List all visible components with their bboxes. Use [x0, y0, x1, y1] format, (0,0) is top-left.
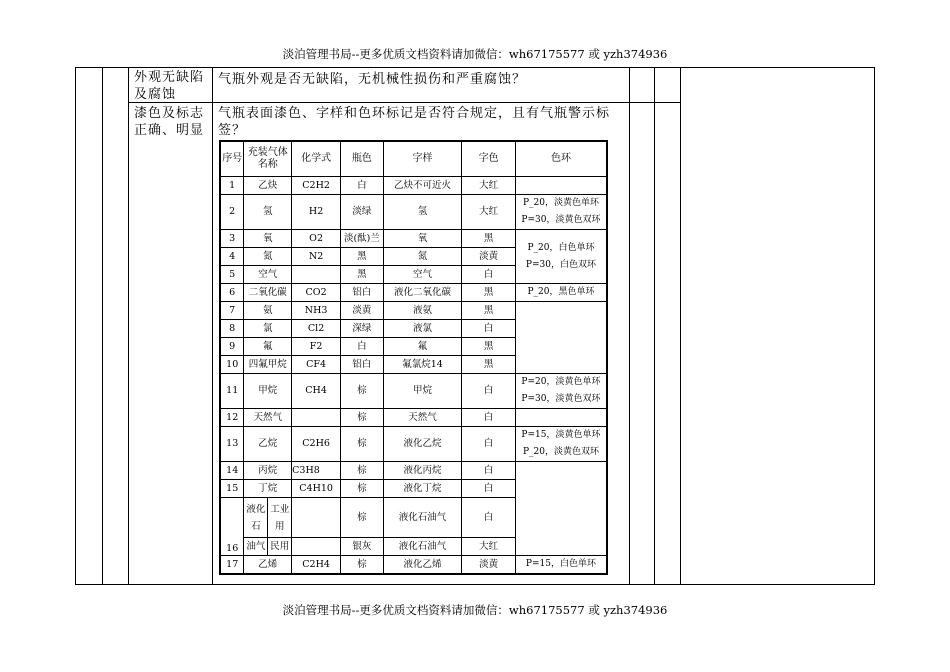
column-divider [102, 68, 103, 584]
cell-ring [515, 374, 607, 409]
cell-formula: NH3 [292, 302, 341, 320]
cell-bottle-color: 棕 [341, 427, 384, 462]
cell-name: 乙烯 [244, 556, 292, 575]
cell-no: 13 [220, 427, 244, 462]
cell-name: 氮 [244, 248, 292, 266]
cell-formula: C2H2 [292, 177, 341, 195]
cell-ring [515, 195, 607, 230]
cell-text-color: 白 [462, 266, 516, 284]
cell-bottle-color: 淡(酞)兰 [341, 230, 384, 248]
cell-text-color: 黑 [462, 230, 516, 248]
cell-text: 液化乙烷 [383, 427, 461, 462]
cell-formula [292, 538, 341, 556]
header-cell: 瓶色 [341, 141, 384, 177]
cell-text-color: 黑 [462, 338, 516, 356]
cell-no: 6 [220, 284, 244, 302]
ring-line: P_20，白色单环 [527, 242, 595, 253]
cell-text: 液化石油气 [383, 498, 461, 538]
table-row [220, 195, 607, 230]
cell-bottle-color: 深绿 [341, 320, 384, 338]
cell-bottle-color: 棕 [341, 480, 384, 498]
ring-line: P=15，淡黄色单环 [521, 430, 601, 440]
table-row [220, 284, 607, 302]
cell-text-color: 黑 [462, 284, 516, 302]
cell-no: 14 [220, 462, 244, 480]
cell-no: 11 [220, 374, 244, 409]
table-row [220, 177, 607, 195]
cell-name: 油气 [244, 538, 268, 556]
cell-name: 天然气 [244, 409, 292, 427]
cell-text: 甲烷 [383, 374, 461, 409]
header-cell: 化学式 [292, 141, 341, 177]
ring-line: P=30，白色双环 [525, 259, 596, 270]
cell-text-color: 白 [462, 480, 516, 498]
cell-text: 空气 [383, 266, 461, 284]
cell-text-color: 白 [462, 320, 516, 338]
cell-text-color: 白 [462, 462, 516, 480]
cell-name-sub: 民用 [268, 538, 292, 556]
cell-bottle-color: 银灰 [341, 538, 384, 556]
column-divider [654, 68, 655, 584]
cell-text: 氮 [383, 248, 461, 266]
cell-formula [292, 266, 341, 284]
cell-text: 液化二氧化碳 [383, 284, 461, 302]
item-label: 漆色及标志正确、明显 [134, 106, 205, 138]
cell-bottle-color: 棕 [341, 498, 384, 538]
cell-text: 氟 [383, 338, 461, 356]
header-cell: 字样 [383, 141, 461, 177]
cell-ring [515, 427, 607, 462]
cell-text: 液化石油气 [383, 538, 461, 556]
table-row [220, 374, 607, 409]
cell-name: 甲烷 [244, 374, 292, 409]
cell-bottle-color: 棕 [341, 374, 384, 409]
cell-ring [515, 302, 607, 374]
cell-formula: CO2 [292, 284, 341, 302]
cell-formula: N2 [292, 248, 341, 266]
cell-bottle-color: 黑 [341, 266, 384, 284]
cell-text-color: 白 [462, 498, 516, 538]
cell-formula: F2 [292, 338, 341, 356]
cell-bottle-color: 淡黄 [341, 302, 384, 320]
cell-text: 液化丙烷 [383, 462, 461, 480]
gas-cylinder-color-table [219, 140, 608, 575]
cell-bottle-color: 白 [341, 338, 384, 356]
cell-no: 17 [220, 556, 244, 575]
cell-name: 乙烷 [244, 427, 292, 462]
cell-formula: CH4 [292, 374, 341, 409]
cell-bottle-color: 淡绿 [341, 195, 384, 230]
cell-text-color: 淡黄 [462, 556, 516, 575]
cell-no: 1 [220, 177, 244, 195]
column-divider [680, 68, 681, 584]
cell-text: 氧 [383, 230, 461, 248]
cell-text-color: 黑 [462, 302, 516, 320]
cell-name-sub: 工业用 [268, 498, 292, 538]
cell-bottle-color: 棕 [341, 409, 384, 427]
ring-line: P=30，淡黄色双环 [521, 215, 601, 225]
ring-line: P=20，淡黄色单环 [521, 377, 601, 387]
cell-text-color: 大红 [462, 195, 516, 230]
cell-ring [515, 462, 607, 556]
cell-text: 乙炔不可近火 [383, 177, 461, 195]
cell-text: 天然气 [383, 409, 461, 427]
ring-line: P_20，淡黄色双环 [522, 447, 599, 457]
cell-name: 丙烷 [244, 462, 292, 480]
cell-text: 液化乙烯 [383, 556, 461, 575]
header-cell: 序号 [220, 141, 244, 177]
cell-name: 氨 [244, 302, 292, 320]
cell-formula [292, 409, 341, 427]
cell-no: 4 [220, 248, 244, 266]
cell-name: 氢 [244, 195, 292, 230]
column-divider [128, 68, 129, 584]
cell-text: 氟氯烷14 [383, 356, 461, 374]
cell-ring [515, 230, 607, 284]
ring-line: P_20，淡黄色单环 [522, 198, 599, 208]
cell-name: 氧 [244, 230, 292, 248]
item-content: 气瓶表面漆色、字样和色环标记是否符合规定，且有气瓶警示标签？ [218, 106, 611, 138]
cell-no: 10 [220, 356, 244, 374]
cell-formula: O2 [292, 230, 341, 248]
cell-bottle-color: 铝白 [341, 284, 384, 302]
page-header: 淡泊管理书局--更多优质文档资料请加微信：wh67175577 或 yzh374936 [282, 47, 668, 61]
cell-bottle-color: 铝白 [341, 356, 384, 374]
cell-no: 3 [220, 230, 244, 248]
cell-bottle-color: 棕 [341, 556, 384, 575]
cell-formula: Cl2 [292, 320, 341, 338]
cell-formula: H2 [292, 195, 341, 230]
table-row [220, 302, 607, 320]
cell-text: 液氨 [383, 302, 461, 320]
cell-formula: C2H4 [292, 556, 341, 575]
cell-formula: CF4 [292, 356, 341, 374]
cell-name: 氯 [244, 320, 292, 338]
cell-text-color: 淡黄 [462, 248, 516, 266]
cell-name: 二氧化碳 [244, 284, 292, 302]
cell-no: 5 [220, 266, 244, 284]
cell-name: 氟 [244, 338, 292, 356]
table-row [220, 556, 607, 575]
cell-ring [515, 177, 607, 195]
cell-no: 9 [220, 338, 244, 356]
cell-ring: P=15，白色单环 [515, 556, 607, 575]
cell-name: 空气 [244, 266, 292, 284]
column-divider [212, 68, 213, 584]
cell-no: 16 [220, 498, 244, 556]
page-footer: 淡泊管理书局--更多优质文档资料请加微信：wh67175577 或 yzh374936 [282, 603, 668, 617]
item-label: 外观无缺陷及腐蚀 [134, 70, 205, 102]
item-content: 气瓶外观是否无缺陷，无机械性损伤和严重腐蚀？ [218, 72, 527, 87]
header-cell: 充装气体名称 [244, 141, 292, 177]
cell-name: 乙炔 [244, 177, 292, 195]
cell-bottle-color: 棕 [341, 462, 384, 480]
cell-no: 7 [220, 302, 244, 320]
table-row [220, 230, 607, 248]
cell-no: 12 [220, 409, 244, 427]
cell-no: 15 [220, 480, 244, 498]
column-divider [629, 68, 630, 584]
cell-ring [515, 409, 607, 427]
cell-name: 四氟甲烷 [244, 356, 292, 374]
cell-text-color: 白 [462, 427, 516, 462]
cell-no: 8 [220, 320, 244, 338]
cell-no: 2 [220, 195, 244, 230]
cell-text-color: 白 [462, 409, 516, 427]
cell-name: 液化石 [244, 498, 268, 538]
table-header-row [220, 141, 607, 177]
cell-formula: C2H6 [292, 427, 341, 462]
table-row [220, 462, 607, 480]
cell-bottle-color: 白 [341, 177, 384, 195]
row-divider [128, 102, 680, 103]
table-row [220, 427, 607, 462]
cell-bottle-color: 黑 [341, 248, 384, 266]
ring-line: P=30，淡黄色双环 [521, 394, 601, 404]
table-row [220, 409, 607, 427]
header-cell: 色环 [515, 141, 607, 177]
cell-text-color: 白 [462, 374, 516, 409]
checklist-table [75, 67, 875, 585]
cell-ring: P_20，黑色单环 [515, 284, 607, 302]
cell-name: 丁烷 [244, 480, 292, 498]
cell-text-color: 大红 [462, 177, 516, 195]
cell-text-color: 大红 [462, 538, 516, 556]
cell-text: 液氯 [383, 320, 461, 338]
cell-formula: C4H10 [292, 480, 341, 498]
header-cell: 字色 [462, 141, 516, 177]
cell-formula [292, 498, 341, 538]
cell-text-color: 黑 [462, 356, 516, 374]
cell-text: 液化丁烷 [383, 480, 461, 498]
cell-text: 氢 [383, 195, 461, 230]
cell-formula: C3H8 [292, 462, 341, 480]
